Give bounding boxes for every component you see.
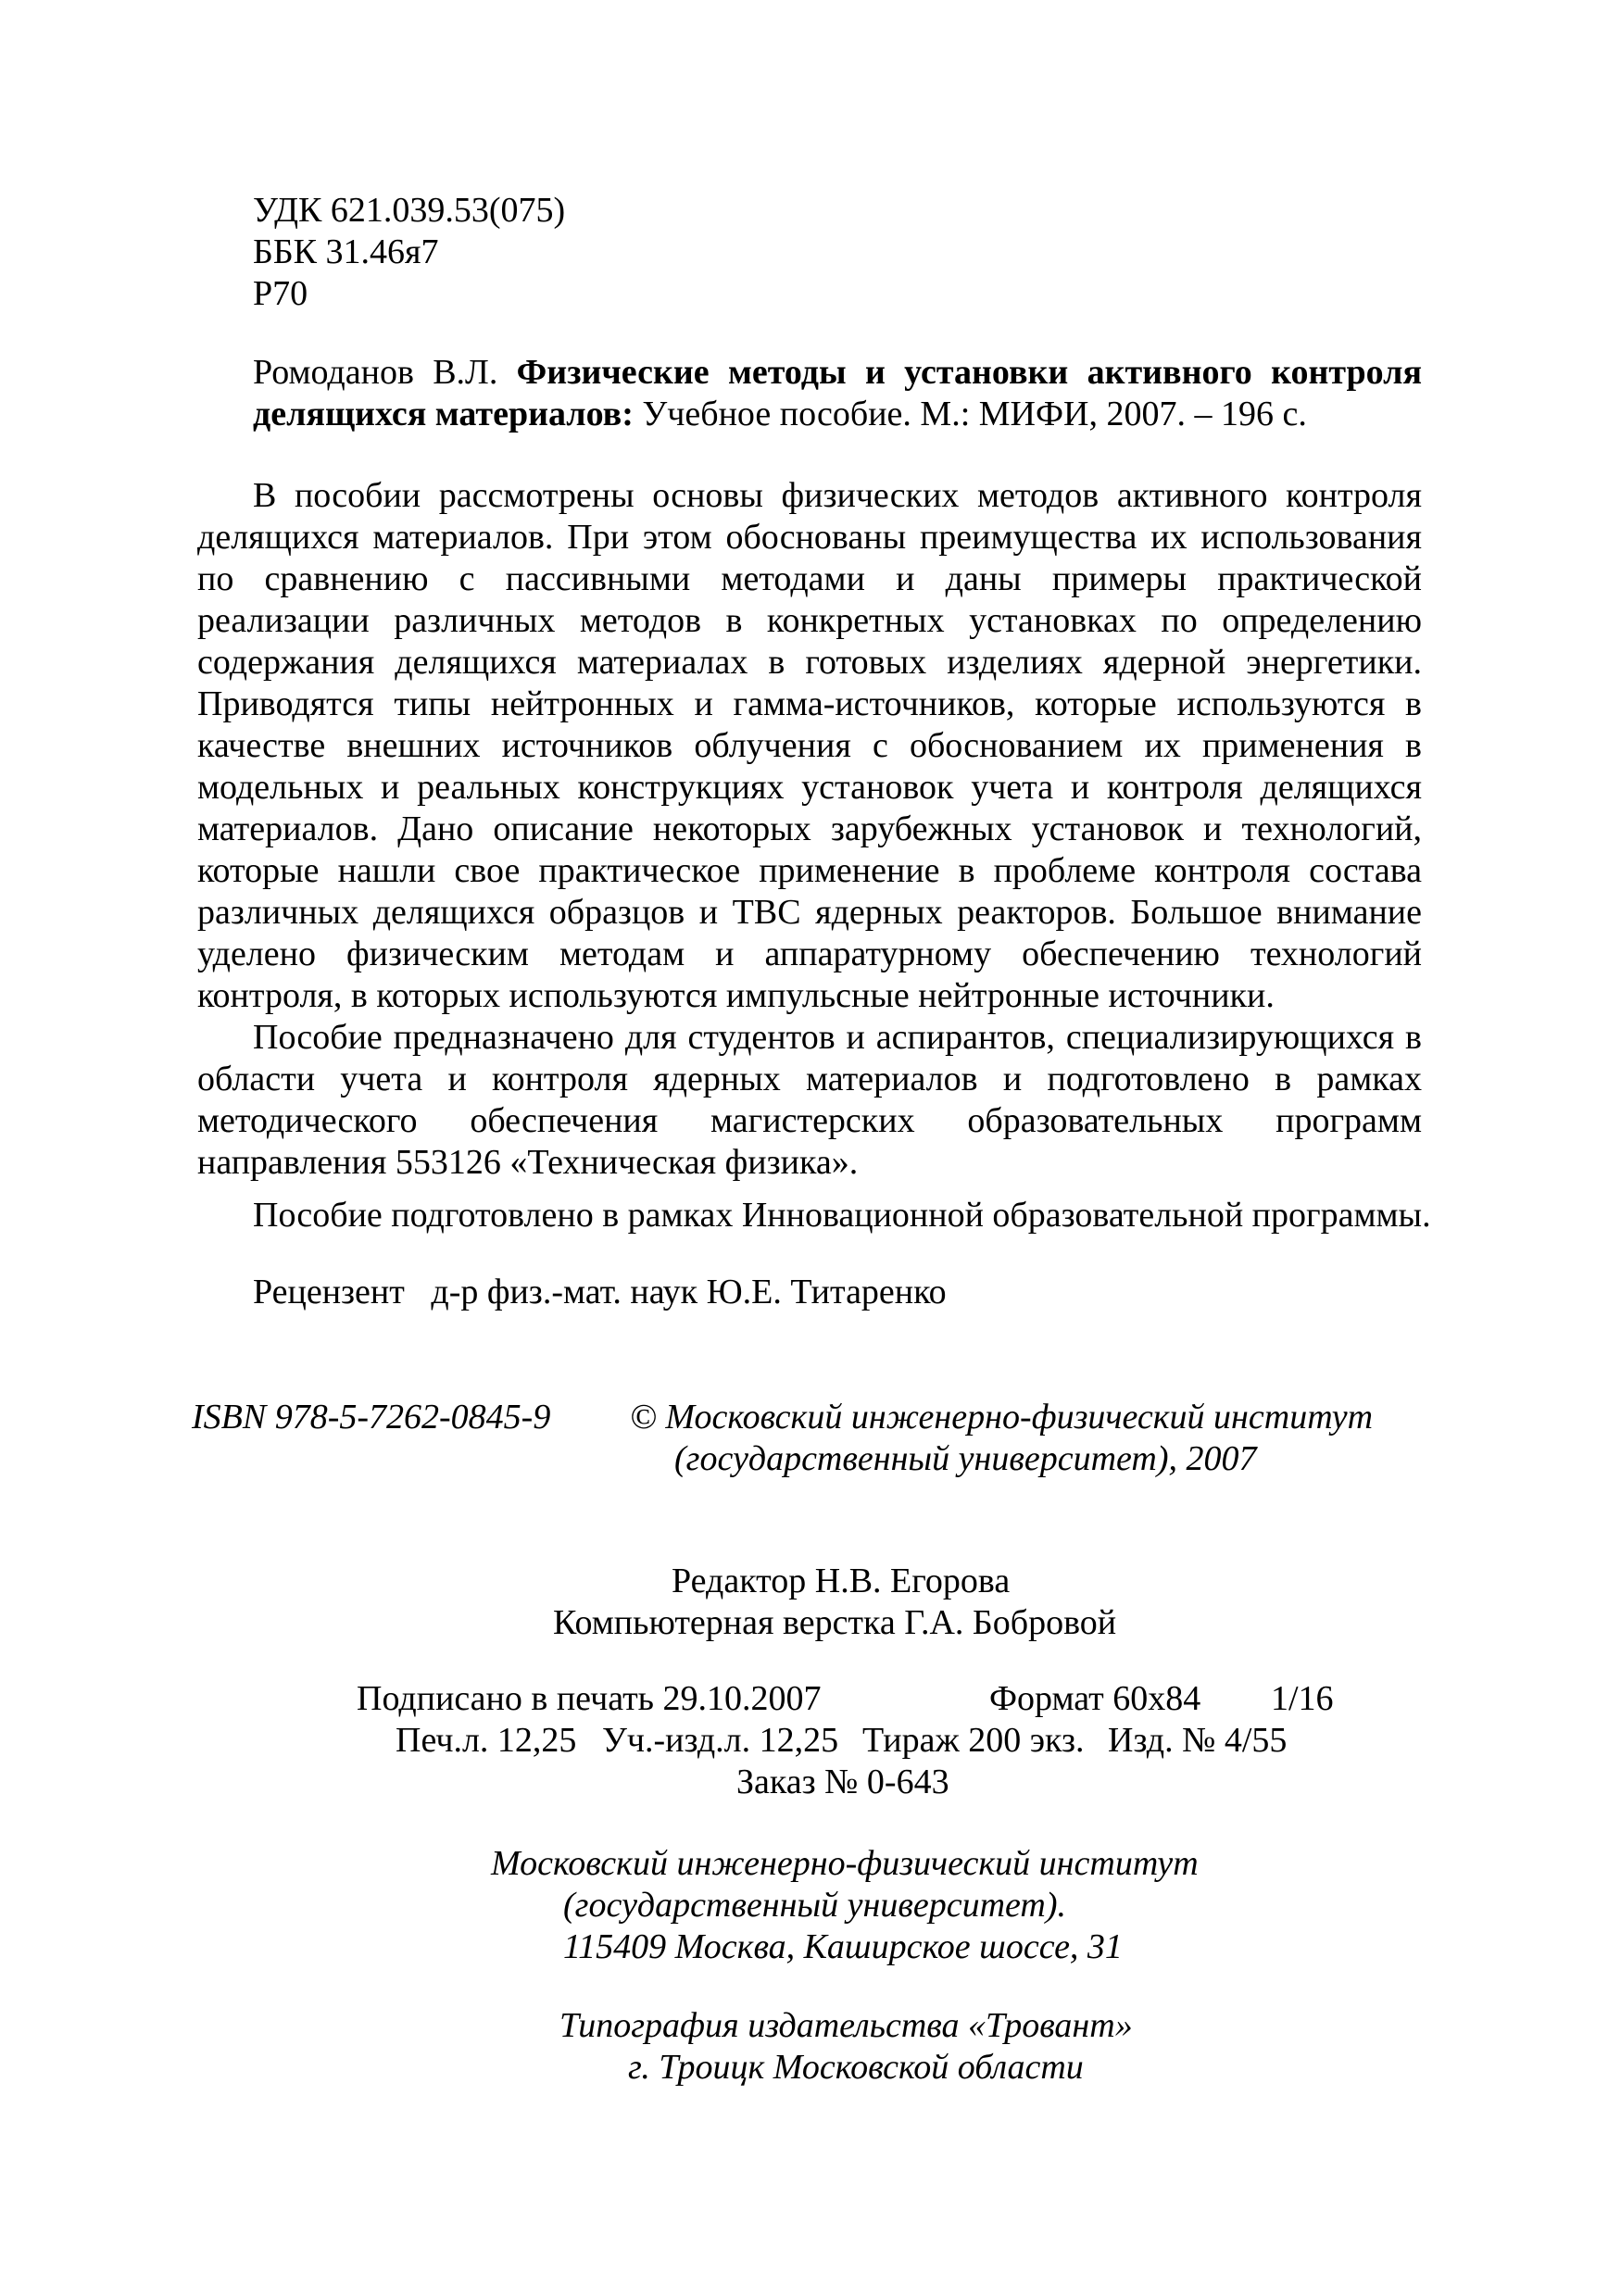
reviewer-name: д-р физ.-мат. наук Ю.Е. Титаренко <box>431 1273 947 1311</box>
order-number: Заказ № 0-643 <box>736 1763 949 1801</box>
signed-date: Подписано в печать 29.10.2007 <box>357 1679 822 1718</box>
printing-house-location: г. Троицк Московской области <box>628 2048 1084 2087</box>
editor-line: Редактор Н.В. Егорова <box>672 1562 1011 1600</box>
publisher-sheets: Уч.-изд.л. 12,25 <box>602 1721 839 1760</box>
classification-block <box>253 190 565 315</box>
layout-line: Компьютерная верстка Г.А. Бобровой <box>553 1603 1117 1642</box>
innovation-note: Пособие подготовлено в рамках Инновационной образовательной программы. <box>253 1196 1431 1235</box>
citation-title: Физические методы и установки активного контроля делящихся материалов: <box>253 353 1423 433</box>
format-fraction: 1/16 <box>1271 1679 1334 1718</box>
copyright-line-1: © Московский инженерно-физический институт <box>630 1398 1374 1437</box>
isbn: ISBN 978-5-7262-0845-9 <box>192 1398 551 1437</box>
copyright-block <box>630 1397 1373 1480</box>
publisher-status: (государственный университет). <box>563 1886 1067 1925</box>
publisher-name: Московский инженерно-физический институт <box>491 1844 1199 1883</box>
citation-details: Учебное пособие. М.: МИФИ, 2007. – 196 с. <box>642 395 1307 433</box>
abstract-paragraph-2: Пособие предназначено для студентов и аспирантов, специализирующихся в области учета и контроля ядерных материалов и подготовлено в рамках методического обеспечения магистерских образовательных программ направления 553126 «Техническая физика». <box>197 1018 1422 1182</box>
publication-number: Изд. № 4/55 <box>1108 1721 1288 1760</box>
author-mark: Р70 <box>253 274 308 313</box>
citation-author: Ромоданов В.Л. <box>253 353 498 392</box>
printed-sheets: Печ.л. 12,25 <box>396 1721 577 1760</box>
abstract-paragraph-1: В пособии рассмотрены основы физических методов активного контроля делящихся материалов. При этом обоснованы преимущества их использования по сравнению с пассивными методами и даны примеры практической реализации различных методов в конкретных установках по определению содержания делящихся материалах в готовых изделиях ядерной энергетики. Приводятся типы нейтронных и гамма-источников, которые используются в качестве внешних источников облучения с обоснованием их применения в модельных и реальных конструкциях установок учета и контроля делящихся материалов. Дано описание некоторых зарубежных установок и технологий, которые нашли свое практическое применение в проблеме контроля состава различных делящихся образцов и ТВС ядерных реакторов. Большое внимание уделено физическим методам и аппаратурному обеспечению технологий контроля, в которых используются импульсные нейтронные источники. <box>197 476 1422 1015</box>
print-run: Тираж 200 экз. <box>862 1721 1085 1760</box>
bbk-code: ББК 31.46я7 <box>253 232 439 271</box>
paper-format: Формат 60x84 <box>989 1679 1201 1718</box>
reviewer-line <box>253 1272 947 1313</box>
copyright-line-2: (государственный университет), 2007 <box>674 1439 1257 1478</box>
udk-code: УДК 621.039.53(075) <box>253 191 566 230</box>
publisher-address: 115409 Москва, Каширское шоссе, 31 <box>563 1927 1123 1966</box>
bibliographic-citation <box>253 352 1422 435</box>
reviewer-label: Рецензент <box>253 1273 405 1311</box>
abstract <box>197 475 1422 1184</box>
printing-house-name: Типография издательства «Тровант» <box>559 2006 1133 2045</box>
